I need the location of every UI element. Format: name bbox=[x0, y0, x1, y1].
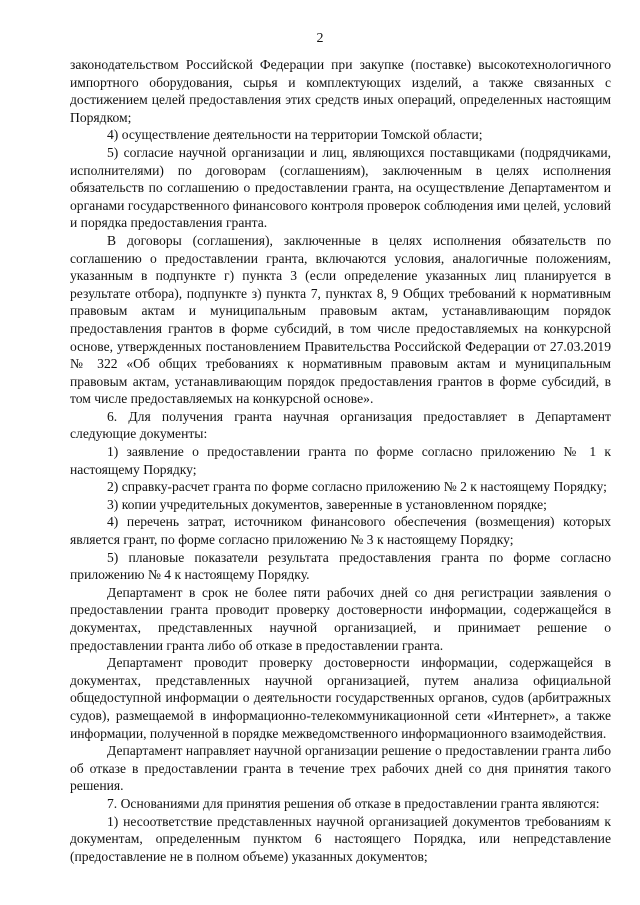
paragraph-doc-3: 3) копии учредительных документов, заверенные в установленном порядке; bbox=[107, 496, 547, 512]
paragraph-doc-1: 1) заявление о предоставлении гранта по форме согласно приложению № 1 к настоящему Порядку; bbox=[70, 444, 611, 477]
paragraph-continuation: законодательством Российской Федерации при закупке (поставке) высокотехнологичного импортного оборудования, сырья и комплектующих изделий, а также связанных с достижением целей предоставления этих средств иных операций, определенных настоящим Порядком; bbox=[70, 57, 611, 125]
paragraph-refusal-1: 1) несоответствие представленных научной организацией документов требованиям к документам, определенным пунктом 6 настоящего Порядка, или непредставление (предоставление не в полном объеме) указанных документов; bbox=[70, 813, 611, 864]
paragraph-verification-method: Департамент проводит проверку достоверности информации, содержащейся в документах, представленных научной организацией, путем анализа официальной общедоступной информации о деятельности государственных органов, судов (арбитражных судов), размещаемой в информационно-телекоммуникационной сети «Интернет», а также информации, полученной в порядке межведомственного информационного взаимодействия. bbox=[70, 655, 611, 741]
paragraph-verification-term: Департамент в срок не более пяти рабочих дней со дня регистрации заявления о предоставлении гранта проводит проверку достоверности информации, содержащейся в документах, представленных научной организацией, и принимает решение о предоставлении гранта либо об отказе в предоставлении гранта. bbox=[70, 584, 611, 653]
paragraph-contracts: В договоры (соглашения), заключенные в целях исполнения обязательств по соглашению о предоставлении гранта, включаются условия, аналогичные положениям, указанным в подпункте г) пункта 3 (если определение указанных лиц планируется в результате отбора), подпункте з) пункта 7, пунктах 8, 9 Общих требований к нормативным правовым актам и муниципальным правовым актам, устанавливающим порядок предоставления грантов в форме субсидий, в том числе предоставляемых на конкурсной основе, утвержденных постановлением Правительства Российской Федерации от 27.03.2019 № 322 «Об общих требованиях к нормативным правовым актам и муниципальным правовым актам, устанавливающим порядок предоставления грантов в форме субсидий, в том числе предоставляемых на конкурсной основе». bbox=[70, 232, 611, 407]
paragraph-doc-2: 2) справку-расчет гранта по форме согласно приложению № 2 к настоящему Порядку; bbox=[107, 479, 607, 495]
paragraph-section-7: 7. Основаниями для принятия решения об отказе в предоставлении гранта являются: bbox=[107, 795, 600, 811]
paragraph-item-5: 5) согласие научной организации и лиц, являющихся поставщиками (подрядчиками, исполнителями) по договорам (соглашениям), заключенным в целях исполнения обязательств по соглашению о предоставлении гранта, на осуществление Департаментом и органами государственного финансового контроля проверок соблюдения ими целей, условий и порядка предоставления гранта. bbox=[70, 144, 611, 231]
document-body bbox=[70, 56, 611, 865]
paragraph-item-4: 4) осуществление деятельности на территории Томской области; bbox=[107, 127, 483, 143]
paragraph-doc-5: 5) плановые показатели результата предоставления гранта по форме согласно приложению № 4 к настоящему Порядку. bbox=[70, 549, 611, 583]
paragraph-section-6: 6. Для получения гранта научная организация предоставляет в Департамент следующие документы: bbox=[70, 408, 611, 442]
page-number: 2 bbox=[316, 31, 324, 46]
paragraph-decision-notice: Департамент направляет научной организации решение о предоставлении гранта либо об отказе в предоставлении гранта в течение трех рабочих дней со дня принятия такого решения. bbox=[70, 743, 611, 794]
paragraph-doc-4: 4) перечень затрат, источником финансового обеспечения (возмещения) которых является грант, по форме согласно приложению № 3 к настоящему Порядку; bbox=[70, 514, 611, 548]
